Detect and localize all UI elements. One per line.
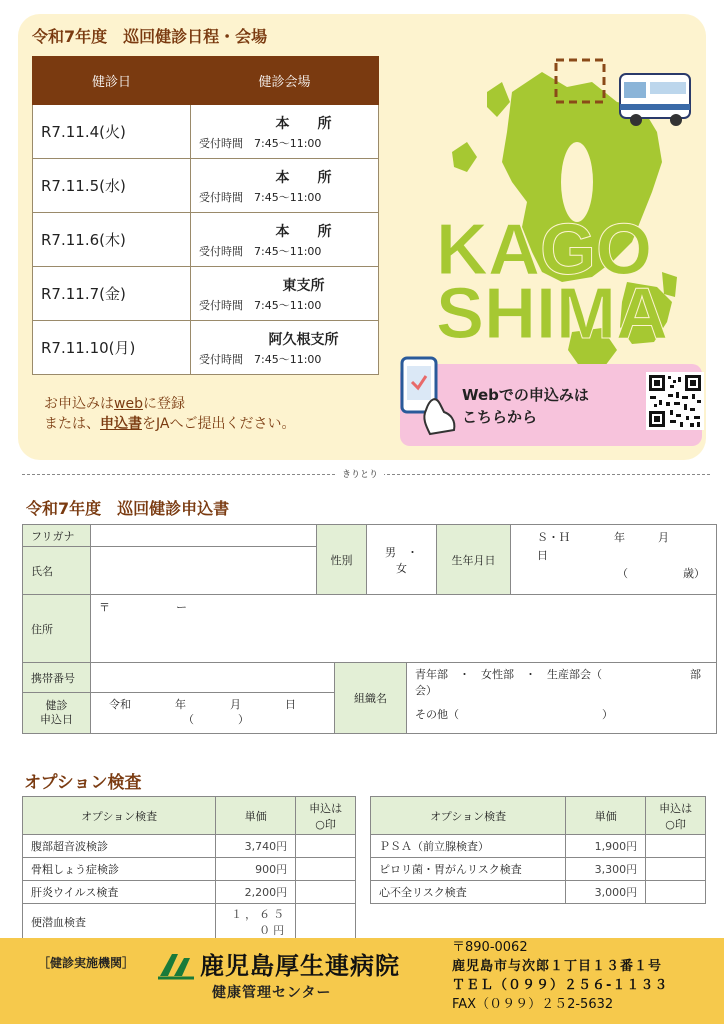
schedule-venue: 東支所: [282, 277, 325, 294]
schedule-row: [33, 213, 379, 267]
postal-mark: 〒 ー: [99, 601, 187, 614]
schedule-title: 令和7年度 巡回健診日程・会場: [32, 27, 268, 46]
option-name: ＰＳＡ（前立腺検査）: [371, 835, 566, 858]
age-value: （ 歳）: [617, 567, 705, 580]
options-title: オプション検査: [24, 773, 142, 793]
footer: [0, 938, 724, 1024]
option-price: １，６５０円: [216, 904, 296, 940]
options-table-right: [370, 796, 706, 904]
fax-number: FAX（０９９）２５2-5632: [452, 997, 614, 1012]
web-link[interactable]: web: [114, 396, 143, 412]
schedule-date: R7.11.4(火): [33, 105, 191, 159]
name-label: 氏名: [23, 547, 91, 595]
tel-number: ＴＥＬ（０９９）２５６-１１３３: [452, 978, 669, 993]
schedule-row: [33, 267, 379, 321]
apply-date-label: 健診 申込日: [23, 693, 91, 733]
option-mark-field[interactable]: [296, 835, 356, 858]
option-price: 3,740円: [216, 835, 296, 858]
option-name: 便潜血検査: [23, 904, 216, 940]
furigana-field[interactable]: [91, 525, 317, 547]
apply-date-paren: （ ）: [183, 713, 249, 726]
smartphone-hand-icon: [396, 354, 468, 440]
schedule-time: 受付時間 7:45〜11:00: [199, 136, 322, 150]
hospital-name: 鹿児島厚生連病院: [200, 952, 400, 980]
org-label: ［健診実施機関］: [38, 956, 135, 970]
kago-text: KAGO: [436, 210, 652, 290]
center-name: 健康管理センター: [212, 985, 332, 1001]
schedule-row: [33, 321, 379, 375]
col-name: オプション検査: [371, 797, 566, 835]
col-name: オプション検査: [23, 797, 216, 835]
option-name: 肝炎ウイルス検査: [23, 881, 216, 904]
table-row: [23, 858, 356, 881]
birth-field[interactable]: [511, 525, 717, 595]
table-row: [371, 835, 706, 858]
postal-code: 〒890-0062: [452, 940, 528, 955]
option-mark-field[interactable]: [646, 858, 706, 881]
address-field[interactable]: [91, 595, 717, 663]
option-price: 3,300円: [566, 858, 646, 881]
option-name: 腹部超音波検診: [23, 835, 216, 858]
table-row: [371, 858, 706, 881]
schedule-panel: [18, 14, 706, 460]
phone-field[interactable]: [91, 663, 335, 693]
form-link: 申込書: [100, 416, 142, 432]
schedule-venue: 本 所: [275, 223, 332, 240]
option-mark-field[interactable]: [646, 881, 706, 904]
schedule-row: [33, 159, 379, 213]
birth-value: Ｓ・Ｈ 年 月 日: [537, 531, 702, 562]
option-mark-field[interactable]: [296, 904, 356, 940]
org-field[interactable]: [407, 663, 717, 733]
application-form: [22, 524, 717, 734]
org-other: その他（ ）: [415, 708, 613, 721]
address-block: [452, 938, 668, 1014]
shima-text: SHIMA: [436, 274, 668, 354]
web-apply-box[interactable]: [400, 364, 702, 446]
phone-label: 携帯番号: [23, 663, 91, 693]
schedule-date: R7.11.7(金): [33, 267, 191, 321]
org-options: 青年部 ・ 女性部 ・ 生産部会（ 部会）: [415, 668, 701, 697]
col-mark: 申込は ○印: [646, 797, 706, 835]
qr-code[interactable]: [646, 372, 704, 430]
option-mark-field[interactable]: [646, 835, 706, 858]
org-label: 組織名: [335, 663, 407, 733]
table-row: [23, 835, 356, 858]
schedule-date: R7.11.6(木): [33, 213, 191, 267]
col-mark: 申込は ○印: [296, 797, 356, 835]
street-address: 鹿児島市与次郎１丁目１３番１号: [452, 959, 663, 974]
ja-logo-icon: [156, 950, 196, 980]
schedule-date: R7.11.10(月): [33, 321, 191, 375]
table-row: [23, 881, 356, 904]
options-table-left: [22, 796, 356, 940]
option-price: 2,200円: [216, 881, 296, 904]
table-row: [371, 881, 706, 904]
schedule-venue: 阿久根支所: [268, 331, 339, 348]
option-mark-field[interactable]: [296, 858, 356, 881]
header-venue: 健診会場: [191, 57, 379, 105]
col-price: 単価: [566, 797, 646, 835]
sex-options[interactable]: 男 ・ 女: [367, 525, 437, 595]
schedule-venue: 本 所: [275, 169, 332, 186]
apply-note: お申込みはwebに登録 または、申込書をJAへご提出ください。: [44, 396, 296, 432]
kagoshima-map-illustration: [392, 32, 697, 382]
option-price: 1,900円: [566, 835, 646, 858]
apply-date-field[interactable]: [91, 693, 335, 733]
option-name: 骨粗しょう症検診: [23, 858, 216, 881]
schedule-table: [32, 56, 379, 375]
furigana-label: フリガナ: [23, 525, 91, 547]
name-field[interactable]: [91, 547, 317, 595]
sex-label: 性別: [317, 525, 367, 595]
bus-icon: [620, 74, 690, 126]
address-label: 住所: [23, 595, 91, 663]
schedule-date: R7.11.5(水): [33, 159, 191, 213]
schedule-row: [33, 105, 379, 159]
option-name: 心不全リスク検査: [371, 881, 566, 904]
col-price: 単価: [216, 797, 296, 835]
schedule-time: 受付時間 7:45〜11:00: [199, 298, 322, 312]
option-mark-field[interactable]: [296, 881, 356, 904]
form-title: 令和7年度 巡回健診申込書: [26, 499, 230, 518]
option-price: 900円: [216, 858, 296, 881]
apply-date-value: 令和 年 月 日: [109, 698, 296, 711]
web-apply-line2: こちらから: [462, 408, 538, 426]
table-row: [23, 904, 356, 940]
schedule-time: 受付時間 7:45〜11:00: [199, 244, 322, 258]
birth-label: 生年月日: [437, 525, 511, 595]
header-date: 健診日: [33, 57, 191, 105]
cut-label: きりとり: [336, 467, 384, 480]
schedule-venue: 本 所: [275, 115, 332, 132]
option-name: ピロリ菌・胃がんリスク検査: [371, 858, 566, 881]
schedule-time: 受付時間 7:45〜11:00: [199, 190, 322, 204]
web-apply-line1: Webでの申込みは: [462, 386, 589, 404]
schedule-time: 受付時間 7:45〜11:00: [199, 352, 322, 366]
option-price: 3,000円: [566, 881, 646, 904]
